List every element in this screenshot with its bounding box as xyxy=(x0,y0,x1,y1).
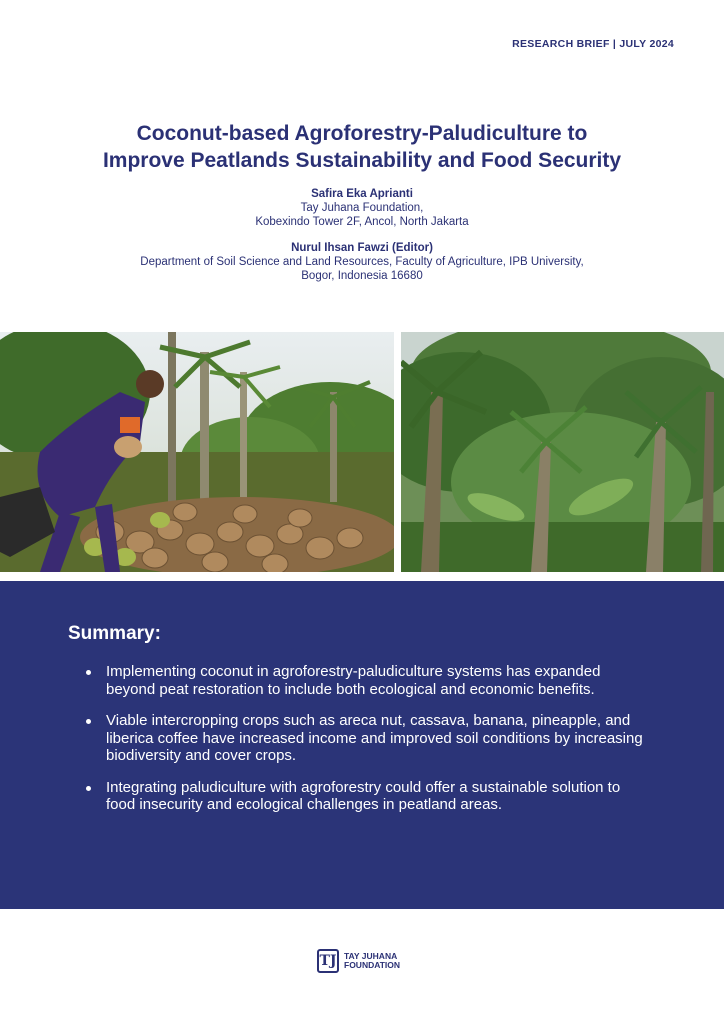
palm-forest-photo xyxy=(401,332,724,572)
logo-line-1: TAY JUHANA xyxy=(344,950,398,961)
title-line-2: Improve Peatlands Sustainability and Food Security xyxy=(102,149,622,172)
summary-item-text: Integrating paludiculture with agroforestry could offer a sustainable solution to food insecurity and ecological challenges in peatland areas. xyxy=(106,778,621,813)
summary-item-text: Viable intercropping crops such as areca nut, cassava, banana, pineapple, and liberica coffee have increased income and improved soil conditions by increasing biodiversity and cover crops. xyxy=(106,712,643,764)
bullet-icon xyxy=(86,719,91,724)
bullet-icon xyxy=(86,670,91,675)
summary-list xyxy=(86,663,646,828)
document-title xyxy=(0,120,724,174)
summary-heading: Summary: xyxy=(68,623,161,644)
foundation-logo xyxy=(317,946,400,976)
summary-panel xyxy=(0,581,724,909)
summary-item xyxy=(86,663,646,698)
editor-name: Nurul Ihsan Fawzi (Editor) xyxy=(291,242,433,254)
title-line-1: Coconut-based Agroforestry-Paludiculture to xyxy=(136,122,588,145)
editor-affiliation: Bogor, Indonesia 16680 xyxy=(301,270,423,282)
coconut-harvest-photo xyxy=(0,332,394,572)
brief-meta: RESEARCH BRIEF | JULY 2024 xyxy=(512,38,674,50)
summary-item xyxy=(86,779,646,814)
author-section xyxy=(0,187,724,283)
author-affiliation: Tay Juhana Foundation, xyxy=(300,202,424,214)
author-name: Safira Eka Aprianti xyxy=(311,188,413,200)
logo-text xyxy=(344,952,400,971)
bullet-icon xyxy=(86,786,91,791)
summary-item-text: Implementing coconut in agroforestry-paludiculture systems has expanded beyond peat restoration to include both ecological and economic benefits. xyxy=(106,663,601,698)
logo-mark-icon: TJ xyxy=(317,949,339,973)
author-block-1 xyxy=(0,187,724,229)
summary-item xyxy=(86,712,646,765)
logo-line-2: FOUNDATION xyxy=(344,960,401,970)
author-affiliation: Kobexindo Tower 2F, Ancol, North Jakarta xyxy=(255,216,469,228)
editor-affiliation: Department of Soil Science and Land Resources, Faculty of Agriculture, IPB University, xyxy=(140,256,584,268)
author-block-2 xyxy=(0,241,724,283)
